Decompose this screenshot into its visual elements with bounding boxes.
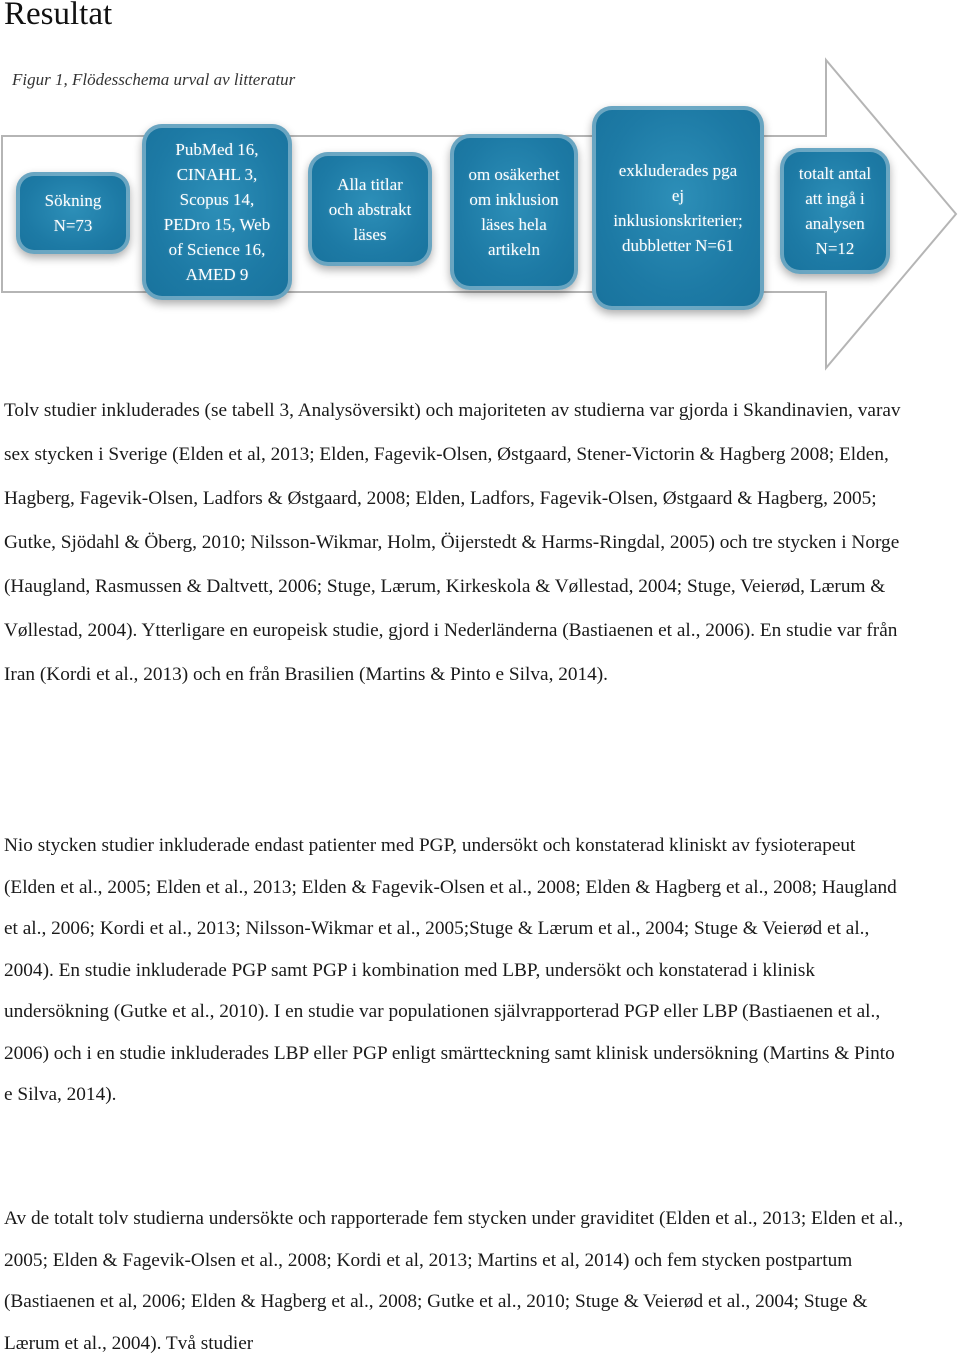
- flow-box-databases-text: PubMed 16, CINAHL 3, Scopus 14, PEDro 15, Web of Science 16, AMED 9: [163, 140, 271, 284]
- paragraph-3: Av de totalt tolv studierna undersökte och rapporterade fem stycken under graviditet (Elden et al., 2013; Elden et al., 2005; Elden & Fagevik-Olsen et al., 2008; Kordi et al, 2013; Martins et al, 2014) och fem stycken postpartum (Bastiaenen et al, 2006; Elden & Hagberg et al., 2008; Gutke et al., 2010; Stuge & Veierød et al., 2004; Stuge & Lærum et al., 2004). Två studier: [4, 1208, 904, 1354]
- paragraph-2: Nio stycken studier inkluderade endast patienter med PGP, undersökt och konstaterad kliniskt av fysioterapeut (Elden et al., 2005; Elden et al., 2013; Elden & Fagevik-Olsen et al., 2008; Elden & Hagberg et al., 2008; Haugland et al., 2006; Kordi et al., 2013; Nilsson-Wikmar et al., 2005;Stuge & Lærum et al., 2004; Stuge & Veierød et al., 2004). En studie inkluderade PGP samt PGP i kombination med LBP, undersökt och konstaterad i klinisk undersökning (Gutke et al., 2010). I en studie var populationen självrapporterad PGP eller LBP (Bastiaenen et al., 2006) och i en studie inkluderades LBP eller PGP enligt smärtteckning samt klinisk undersökning (Martins & Pinto e Silva, 2014).: [4, 835, 897, 1105]
- flow-box-excluded-text: exkluderades pga ej inklusionskriterier; dubbletter N=61: [613, 161, 743, 255]
- figure-caption: Figur 1, Flödesschema urval av litteratur: [12, 70, 296, 89]
- flow-box-fulltext: [450, 134, 578, 290]
- flow-box-titles-text: Alla titlar och abstrakt läses: [328, 174, 412, 244]
- flow-box-databases: [142, 124, 292, 300]
- flowchart: [0, 56, 960, 372]
- flow-box-fulltext-text: om osäkerhet om inklusion läses hela artikeln: [468, 165, 560, 259]
- paragraph-1: Tolv studier inkluderades (se tabell 3, Analysöversikt) och majoriteten av studierna var gjorda i Skandinavien, varav sex stycken i Sverige (Elden et al, 2013; Elden, Fagevik-Olsen, Østgaard, Stener-Victorin & Hagberg 2008; Elden, Hagberg, Fagevik-Olsen, Ladfors & Østgaard, 2008; Elden, Ladfors, Fagevik-Olsen, Østgaard & Hagberg, 2005; Gutke, Sjödahl & Öberg, 2010; Nilsson-Wikmar, Holm, Öijerstedt & Harms-Ringdal, 2005) och tre stycken i Norge (Haugland, Rasmussen & Daltvett, 2006; Stuge, Lærum, Kirkeskola & Vøllestad, 2004; Stuge, Veierød, Lærum & Vøllestad, 2004). Ytterligare en europeisk studie, gjord i Nederländerna (Bastiaenen et al., 2006). En studie var från Iran (Kordi et al., 2013) och en från Brasilien (Martins & Pinto e Silva, 2014).: [4, 400, 901, 685]
- flow-box-excluded: [592, 106, 764, 310]
- flow-box-search-text: Sökning N=73: [44, 191, 102, 235]
- flow-box-titles: [308, 152, 432, 266]
- flow-box-included: [780, 148, 890, 274]
- flow-box-included-text: totalt antal att ingå i analysen N=12: [798, 164, 872, 258]
- flow-box-search: [16, 172, 130, 254]
- page-heading: Resultat: [4, 0, 113, 32]
